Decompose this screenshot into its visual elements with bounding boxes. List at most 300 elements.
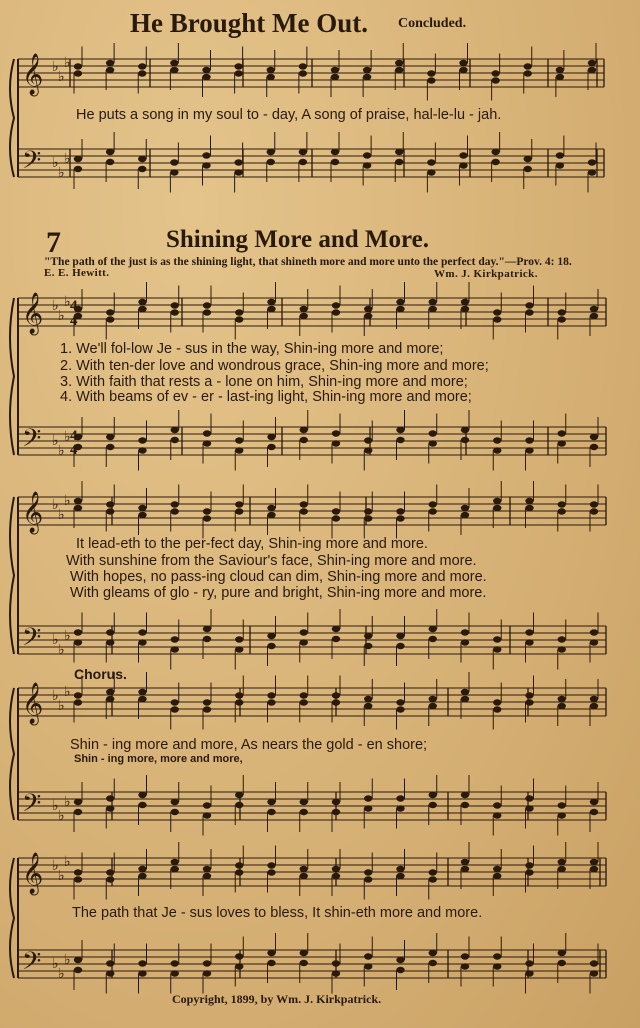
system-2-note <box>558 316 566 322</box>
system-3-note <box>493 636 501 642</box>
system-5-note <box>558 960 566 966</box>
system-1-flat-icon: ♭ <box>52 60 59 75</box>
system-4-note <box>235 699 243 705</box>
system-1-note <box>459 162 467 168</box>
system-5-note <box>300 873 308 879</box>
system-3-note <box>590 508 598 514</box>
system-1-note <box>363 67 371 73</box>
system-2-flat-icon: ♭ <box>58 444 65 459</box>
system-1-flat-icon: ♭ <box>58 166 65 181</box>
system-2-note <box>525 309 533 315</box>
system-2-note <box>461 299 469 305</box>
system-3-note <box>203 515 211 521</box>
system-5-note <box>429 950 437 956</box>
system-2-flat-icon: ♭ <box>64 295 71 310</box>
system-1-note <box>299 63 307 69</box>
system-2-note <box>138 306 146 312</box>
system-3-note <box>396 643 404 649</box>
system-1-note <box>106 67 114 73</box>
system-2-note <box>267 444 275 450</box>
system-3-note <box>106 508 114 514</box>
system-1-note <box>170 159 178 165</box>
system-4-note <box>74 692 82 698</box>
system-3-flat-icon: ♭ <box>64 494 71 509</box>
system-3-note <box>235 501 243 507</box>
system-3-note <box>525 498 533 504</box>
system-4-note <box>558 812 566 818</box>
system-2-note <box>171 309 179 315</box>
system-4-note <box>203 706 211 712</box>
system-1-note <box>106 149 114 155</box>
system-1-note <box>106 60 114 66</box>
system-2-note <box>590 444 598 450</box>
system-5-note <box>138 960 146 966</box>
system-2-note <box>364 447 372 453</box>
system-1-note <box>202 74 210 80</box>
system-3-note <box>74 498 82 504</box>
system-4-note <box>461 802 469 808</box>
system-5-note <box>461 963 469 969</box>
system-4-note <box>267 692 275 698</box>
system-3-note <box>267 512 275 518</box>
system-4-note <box>267 799 275 805</box>
system-5-note <box>493 873 501 879</box>
system-5-note <box>106 960 114 966</box>
system-5-note <box>558 859 566 865</box>
system-1-note <box>74 166 82 172</box>
system-1-note <box>491 70 499 76</box>
system-3-note <box>171 636 179 642</box>
system-1-note <box>299 70 307 76</box>
system-1-note <box>395 159 403 165</box>
system-4-note <box>235 792 243 798</box>
system-5-flat-icon: ♭ <box>52 859 59 874</box>
system-2-note <box>106 309 114 315</box>
system-4-note <box>558 696 566 702</box>
system-1-note <box>556 74 564 80</box>
system-1-note <box>331 159 339 165</box>
system-4-flat-icon: ♭ <box>64 795 71 810</box>
system-4-note <box>525 795 533 801</box>
system-4-note <box>429 696 437 702</box>
system-3-flat-icon: ♭ <box>64 629 71 644</box>
system-1-note <box>427 159 435 165</box>
system-5-note <box>493 963 501 969</box>
system-1-note <box>524 166 532 172</box>
system-5-note <box>590 970 598 976</box>
system-4-note <box>300 699 308 705</box>
system-1-flat-icon: ♭ <box>64 152 71 167</box>
system-5-note <box>74 876 82 882</box>
system-4-note <box>493 812 501 818</box>
system-3-note <box>300 508 308 514</box>
system-2-note <box>461 437 469 443</box>
system-4-note <box>493 699 501 705</box>
system-2-note <box>493 316 501 322</box>
system-1-note <box>395 67 403 73</box>
system-2-note <box>396 437 404 443</box>
system-1-note <box>234 159 242 165</box>
system-5-note <box>364 953 372 959</box>
system-3-note <box>590 639 598 645</box>
system-5-note <box>138 873 146 879</box>
system-4-note <box>74 699 82 705</box>
system-5-note <box>525 960 533 966</box>
system-2-note <box>493 447 501 453</box>
system-5-note <box>429 960 437 966</box>
system-5-note <box>590 859 598 865</box>
system-3-note <box>203 508 211 514</box>
system-3-note <box>396 508 404 514</box>
system-3-note <box>461 505 469 511</box>
system-5-note <box>364 876 372 882</box>
system-5-note <box>203 970 211 976</box>
system-3-note <box>300 501 308 507</box>
system-5-note <box>300 866 308 872</box>
system-5-brace <box>10 858 14 978</box>
system-2-note <box>429 306 437 312</box>
system-3-note <box>364 515 372 521</box>
system-2-note <box>493 437 501 443</box>
system-5-note <box>364 963 372 969</box>
system-3-note <box>138 639 146 645</box>
system-2-note <box>138 447 146 453</box>
system-1-note <box>588 169 596 175</box>
system-1-note <box>331 74 339 80</box>
system-5-note <box>461 953 469 959</box>
system-4-note <box>590 799 598 805</box>
system-4-note <box>364 795 372 801</box>
system-2-note <box>267 299 275 305</box>
system-1-note <box>202 162 210 168</box>
system-4-note <box>396 795 404 801</box>
system-4-note <box>429 792 437 798</box>
system-3-note <box>267 643 275 649</box>
system-4-note <box>461 792 469 798</box>
system-4-note <box>396 699 404 705</box>
system-5-note <box>493 866 501 872</box>
system-2-note <box>525 447 533 453</box>
system-3-note <box>138 512 146 518</box>
system-3-note <box>235 646 243 652</box>
system-4-note <box>235 692 243 698</box>
system-4-note <box>267 809 275 815</box>
system-4-note <box>364 703 372 709</box>
system-5-note <box>171 970 179 976</box>
system-1-note <box>138 156 146 162</box>
system-2-bass-clef-icon: 𝄢 <box>22 424 42 459</box>
system-4-note <box>171 809 179 815</box>
system-5-note <box>138 866 146 872</box>
system-5-note <box>74 869 82 875</box>
system-2-note <box>364 313 372 319</box>
system-3-note <box>590 501 598 507</box>
system-1-note <box>267 159 275 165</box>
system-2-note <box>429 430 437 436</box>
system-1-note <box>74 70 82 76</box>
concluded-label: Concluded. <box>398 16 467 31</box>
system-3-note <box>235 636 243 642</box>
system-2-note <box>461 427 469 433</box>
system-2-flat-icon: ♭ <box>64 430 71 445</box>
system-1-note <box>556 152 564 158</box>
system-2-flat-icon: ♭ <box>52 434 59 449</box>
system-4-note <box>138 802 146 808</box>
system-1-note <box>331 149 339 155</box>
system-1-note <box>427 70 435 76</box>
system-4-note <box>493 706 501 712</box>
system-5-note <box>203 873 211 879</box>
system-1-note <box>459 67 467 73</box>
system-5-note <box>396 866 404 872</box>
system-2-note <box>558 430 566 436</box>
system-2-note <box>267 434 275 440</box>
system-5-note <box>525 869 533 875</box>
previous-hymn-title: He Brought Me Out. <box>130 8 368 38</box>
system-1-note <box>491 77 499 83</box>
system-2-note <box>364 306 372 312</box>
system-5-note <box>235 953 243 959</box>
system-2-note <box>106 316 114 322</box>
system-4-note <box>332 699 340 705</box>
system-4-note <box>106 805 114 811</box>
system-3-brace <box>10 497 14 654</box>
verse-4-line-1: 4. With beams of ev - er - last-ing light, Shin-ing more and more; <box>60 389 472 405</box>
system-1-note <box>395 60 403 66</box>
system-4-note <box>74 809 82 815</box>
system-3-flat-icon: ♭ <box>52 633 59 648</box>
system-1-note <box>395 149 403 155</box>
system-3-note <box>364 643 372 649</box>
system-5-flat-icon: ♭ <box>58 869 65 884</box>
verse-2-line-1: 2. With ten-der love and wondrous grace, Shin-ing more and more; <box>60 358 489 374</box>
system-1-note <box>267 149 275 155</box>
system-5-note <box>396 873 404 879</box>
system-5-note <box>171 960 179 966</box>
system-5-note <box>525 970 533 976</box>
system-4-note <box>235 802 243 808</box>
system-3-note <box>332 626 340 632</box>
system-5-note <box>267 869 275 875</box>
system-1-note <box>427 77 435 83</box>
system-1-note <box>459 60 467 66</box>
time-signature: 4 <box>70 298 78 314</box>
system-1-note <box>267 74 275 80</box>
system-3-flat-icon: ♭ <box>58 643 65 658</box>
verse-3-line-2: With hopes, no pass-ing cloud can dim, Shin-ing more and more. <box>70 569 487 585</box>
system-2-note <box>332 309 340 315</box>
system-3-note <box>558 501 566 507</box>
system-2-note <box>235 309 243 315</box>
system-4-note <box>171 706 179 712</box>
system-5-note <box>493 953 501 959</box>
system-5-note <box>235 963 243 969</box>
system-2-note <box>332 430 340 436</box>
system-1-note <box>106 159 114 165</box>
system-1-note <box>524 156 532 162</box>
system-4-note <box>138 696 146 702</box>
system-3-note <box>493 505 501 511</box>
system-1-note <box>170 169 178 175</box>
system-1-note <box>202 67 210 73</box>
system-4-note <box>461 696 469 702</box>
system-3-note <box>74 639 82 645</box>
system-2-note <box>138 299 146 305</box>
system-1-note <box>234 169 242 175</box>
system-4-note <box>138 792 146 798</box>
system-1-note <box>74 156 82 162</box>
system-3-flat-icon: ♭ <box>58 508 65 523</box>
system-3-note <box>300 629 308 635</box>
system-5-flat-icon: ♭ <box>58 967 65 982</box>
system-5-note <box>74 957 82 963</box>
system-1-brace <box>10 59 14 177</box>
hymn-title: Shining More and More. <box>166 226 429 253</box>
system-2-note <box>106 444 114 450</box>
chorus-label: Chorus. <box>74 666 127 682</box>
system-1-note <box>170 60 178 66</box>
system-4-note <box>364 696 372 702</box>
system-1-note <box>588 159 596 165</box>
system-2-note <box>429 299 437 305</box>
system-3-note <box>74 629 82 635</box>
system-3-note <box>429 508 437 514</box>
system-3-note <box>267 633 275 639</box>
system-3-note <box>300 639 308 645</box>
system-1-note <box>491 149 499 155</box>
system-2-note <box>203 430 211 436</box>
system-3-note <box>235 508 243 514</box>
system-1-note <box>138 70 146 76</box>
system-4-note <box>590 809 598 815</box>
system-1-bass-clef-icon: 𝄢 <box>22 146 42 181</box>
system-3-note <box>332 508 340 514</box>
system-1-note <box>138 63 146 69</box>
system-3-note <box>332 515 340 521</box>
system-4-note <box>590 696 598 702</box>
system-5-note <box>461 859 469 865</box>
system-2-note <box>590 434 598 440</box>
system-5-treble-clef-icon: 𝄞 <box>22 853 44 894</box>
system-3-note <box>461 512 469 518</box>
system-2-note <box>138 437 146 443</box>
system-2-note <box>525 302 533 308</box>
system-1-note <box>267 67 275 73</box>
system-4-note <box>106 795 114 801</box>
system-5-note <box>525 862 533 868</box>
system-4-treble-clef-icon: 𝄞 <box>22 683 44 724</box>
system-3-note <box>429 626 437 632</box>
system-2-note <box>300 427 308 433</box>
system-3-note <box>106 501 114 507</box>
system-4-note <box>429 703 437 709</box>
system-5-note <box>300 950 308 956</box>
system-5-note <box>267 862 275 868</box>
system-4-note <box>267 699 275 705</box>
system-3-treble-clef-icon: 𝄞 <box>22 492 44 533</box>
system-3-flat-icon: ♭ <box>52 498 59 513</box>
system-2-flat-icon: ♭ <box>52 299 59 314</box>
system-2-note <box>461 306 469 312</box>
system-5-note <box>235 862 243 868</box>
system-1-treble-clef-icon: 𝄞 <box>22 54 44 95</box>
system-2-note <box>203 302 211 308</box>
system-5-note <box>171 866 179 872</box>
system-2-note <box>429 440 437 446</box>
system-3-note <box>203 626 211 632</box>
system-5-note <box>267 960 275 966</box>
system-4-note <box>300 799 308 805</box>
system-2-note <box>300 437 308 443</box>
verse-1-line-2: It lead-eth to the per-fect day, Shin-ing more and more. <box>76 536 428 552</box>
system-4-note <box>332 799 340 805</box>
system-4-note <box>74 799 82 805</box>
system-5-note <box>106 970 114 976</box>
system-5-bass-clef-icon: 𝄢 <box>22 947 42 982</box>
system-5-note <box>74 967 82 973</box>
system-3-note <box>138 629 146 635</box>
system-1-note <box>363 74 371 80</box>
system-5-flat-icon: ♭ <box>64 855 71 870</box>
scripture-epigraph: "The path of the just is as the shining light, that shineth more and more unto the perfect day."—Prov. 4: 18. <box>44 256 572 268</box>
system-2-note <box>590 313 598 319</box>
system-2-treble-clef-icon: 𝄞 <box>22 293 44 334</box>
system-3-note <box>396 515 404 521</box>
system-2-note <box>525 437 533 443</box>
system-4-note <box>525 805 533 811</box>
system-5-note <box>590 960 598 966</box>
system-3-note <box>364 633 372 639</box>
lyricist: E. E. Hewitt. <box>44 267 110 279</box>
system-5-note <box>396 957 404 963</box>
system-3-note <box>461 629 469 635</box>
system-3-note <box>558 636 566 642</box>
system-4-note <box>396 706 404 712</box>
system-1-flat-icon: ♭ <box>52 156 59 171</box>
system-3-note <box>525 639 533 645</box>
system-3-note <box>590 629 598 635</box>
system-4-brace <box>10 688 14 820</box>
system-3-note <box>429 501 437 507</box>
system-4-flat-icon: ♭ <box>58 699 65 714</box>
system-5-note <box>590 866 598 872</box>
system-3-note <box>364 508 372 514</box>
composer: Wm. J. Kirkpatrick. <box>434 268 538 280</box>
system-2-brace <box>10 298 14 455</box>
system-4-note <box>300 692 308 698</box>
system-3-note <box>493 646 501 652</box>
system-1-note <box>170 67 178 73</box>
system-1-note <box>331 67 339 73</box>
chorus-lyric-line-2: The path that Je - sus loves to bless, It shin-eth more and more. <box>72 905 483 921</box>
system-1-note <box>588 67 596 73</box>
system-2-note <box>171 427 179 433</box>
system-5-note <box>106 876 114 882</box>
system-3-note <box>429 636 437 642</box>
system-3-note <box>267 505 275 511</box>
system-3-note <box>332 636 340 642</box>
system-4-note <box>203 699 211 705</box>
system-1-note <box>427 169 435 175</box>
system-3-note <box>396 633 404 639</box>
verse-1-line-1: 1. We'll fol-low Je - sus in the way, Shin-ing more and more; <box>60 341 444 357</box>
chorus-lyric-line-1: Shin - ing more and more, As nears the gold - en shore; <box>70 737 428 753</box>
system-5-note <box>300 960 308 966</box>
system-2-note <box>235 316 243 322</box>
system-3-note <box>171 646 179 652</box>
system-4-flat-icon: ♭ <box>52 689 59 704</box>
system-3-bass-clef-icon: 𝄢 <box>22 623 42 658</box>
